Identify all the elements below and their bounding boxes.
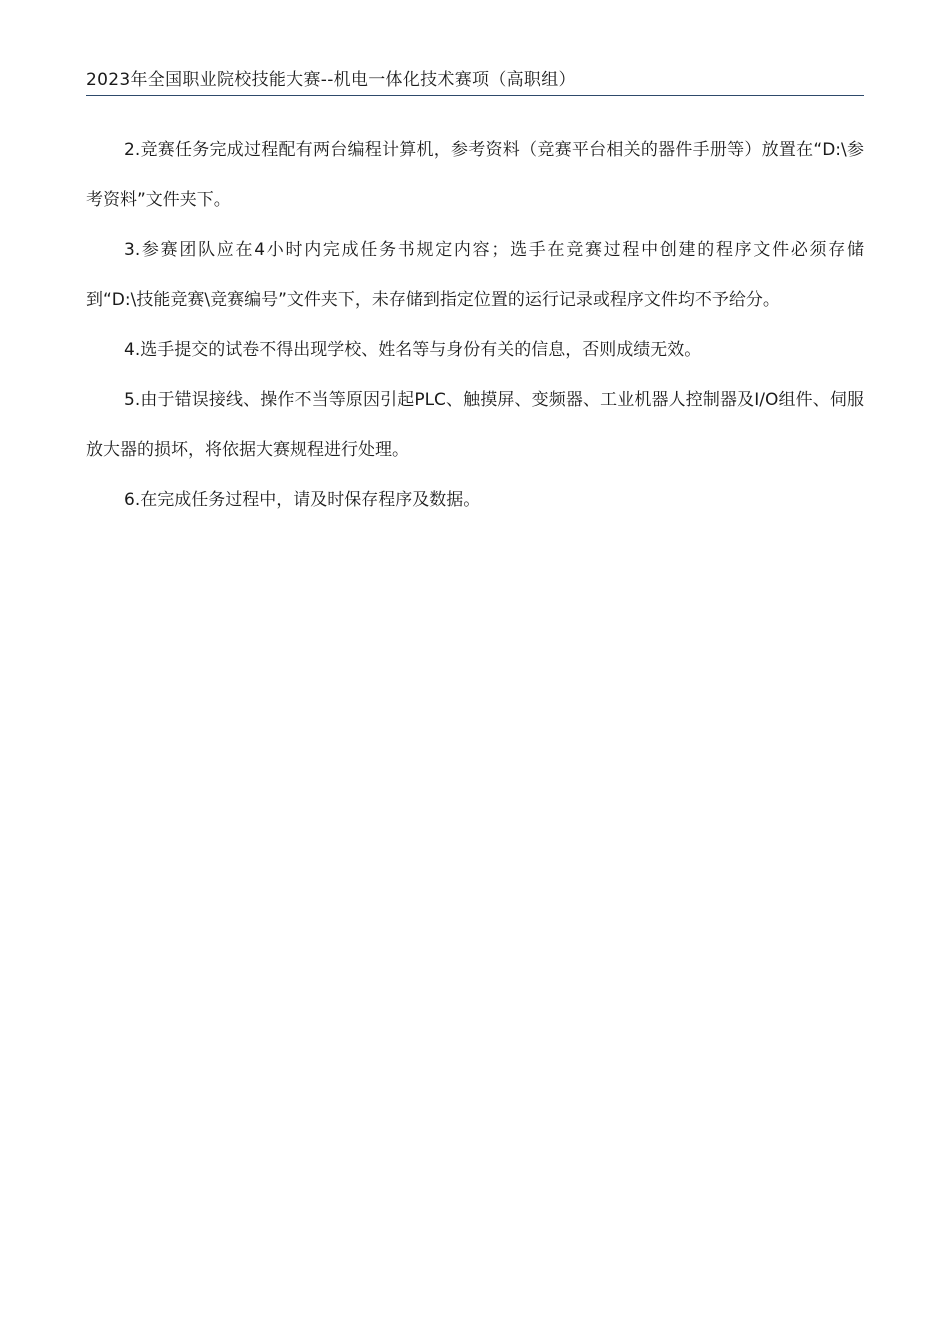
paragraph-item-2: 2.竞赛任务完成过程配有两台编程计算机，参考资料（竞赛平台相关的器件手册等）放置在“D:\参考资料”文件夹下。 xyxy=(86,140,864,210)
page-header-title: 2023年全国职业院校技能大赛--机电一体化技术赛项（高职组） xyxy=(86,70,576,90)
page-header xyxy=(86,66,864,96)
paragraph-item-4: 4.选手提交的试卷不得出现学校、姓名等与身份有关的信息，否则成绩无效。 xyxy=(124,340,702,360)
paragraph-item-3: 3.参赛团队应在4小时内完成任务书规定内容；选手在竞赛过程中创建的程序文件必须存储到“D:\技能竞赛\竞赛编号”文件夹下，未存储到指定位置的运行记录或程序文件均不予给分。 xyxy=(86,240,864,310)
paragraph-item-5: 5.由于错误接线、操作不当等原因引起PLC、触摸屏、变频器、工业机器人控制器及I/O组件、伺服放大器的损坏，将依据大赛规程进行处理。 xyxy=(86,390,864,460)
paragraph-item-6: 6.在完成任务过程中，请及时保存程序及数据。 xyxy=(124,490,481,510)
document-body xyxy=(86,125,864,525)
